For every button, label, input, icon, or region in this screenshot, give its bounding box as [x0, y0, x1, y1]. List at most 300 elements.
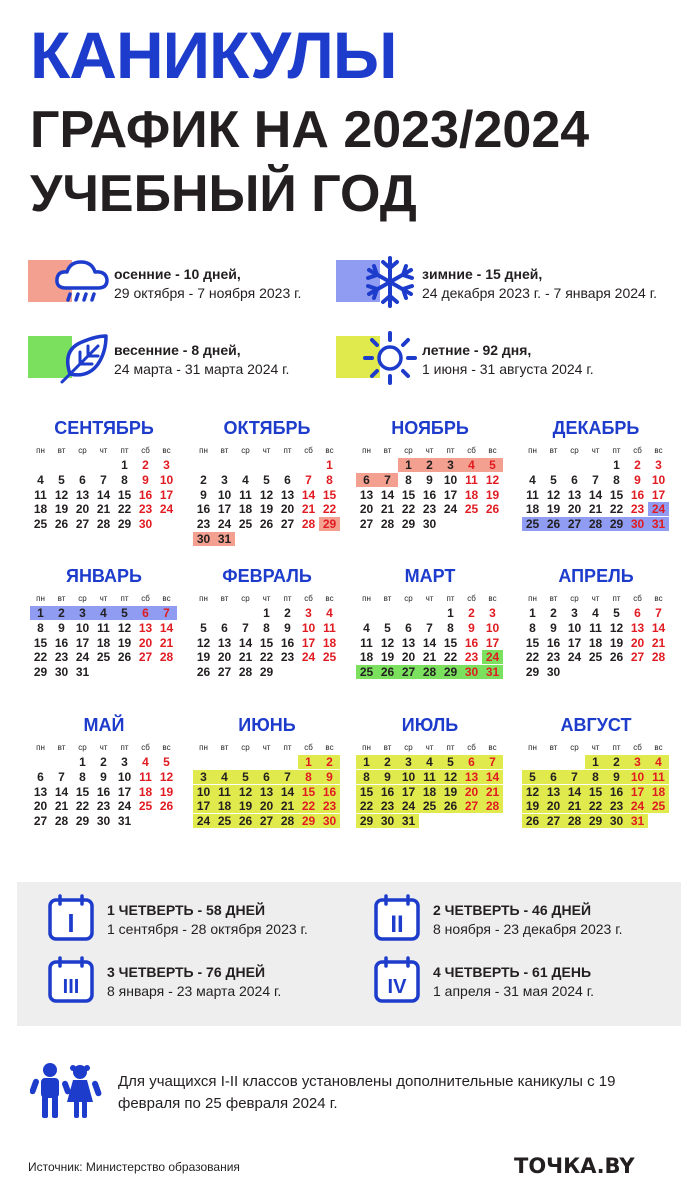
calendar-day: 14: [380, 487, 395, 502]
weekday-label: вс: [325, 446, 334, 455]
calendar-day: 17: [159, 487, 174, 502]
calendar-quarter-4-icon: [373, 956, 421, 1004]
calendar-day: 1: [121, 458, 128, 472]
calendar-day: 21: [380, 502, 395, 517]
legend-spring: [28, 334, 328, 384]
calendar-day: 14: [422, 635, 437, 650]
calendar-day: 22: [443, 650, 458, 665]
calendar-day: 21: [567, 799, 582, 814]
calendar-day: 18: [359, 650, 374, 665]
calendar-day: 25: [525, 517, 540, 532]
calendar-day: 2: [468, 606, 475, 620]
calendar-day: 17: [401, 784, 416, 799]
weekday-label: чт: [425, 594, 434, 603]
calendar-day: 12: [546, 487, 561, 502]
calendar-day: 16: [546, 635, 561, 650]
weekday-label: вс: [654, 743, 663, 752]
calendar-day: 18: [651, 784, 666, 799]
month-2: [193, 418, 341, 548]
calendar-day: 31: [630, 814, 645, 829]
weekday-label: пт: [283, 743, 292, 752]
month-name: АПРЕЛЬ: [558, 566, 634, 586]
weekday-label: вс: [488, 594, 497, 603]
calendar-day: 2: [142, 458, 149, 472]
calendar-day: 27: [259, 814, 274, 829]
calendar-day: 19: [159, 784, 174, 799]
calendar-day: 28: [96, 517, 111, 532]
weekday-label: пт: [120, 743, 129, 752]
calendar-day: 1: [363, 755, 370, 769]
calendar-day: 20: [33, 799, 48, 814]
calendar-day: 25: [96, 650, 111, 665]
weekday-label: сб: [633, 743, 642, 752]
weekday-label: ср: [570, 743, 579, 752]
calendar-day: 11: [239, 487, 252, 502]
weekday-label: чт: [99, 743, 108, 752]
calendar-day: 25: [238, 517, 253, 532]
calendar-day: 9: [634, 472, 641, 487]
calendar-day: 16: [464, 635, 479, 650]
calendar-day: 1: [326, 458, 333, 472]
calendar-day: 24: [567, 650, 582, 665]
calendar-day: 1: [592, 755, 599, 769]
calendar-day: 22: [609, 502, 624, 517]
calendar-day: 31: [485, 665, 500, 680]
weekday-label: ср: [404, 446, 413, 455]
calendar-day: 7: [163, 606, 170, 620]
calendar-day: 8: [326, 472, 333, 487]
calendar-day: 22: [401, 502, 416, 517]
month-name: ИЮНЬ: [238, 715, 296, 735]
calendar-day: 27: [75, 517, 90, 532]
calendar-day: 30: [422, 517, 437, 532]
calendar-day: 15: [301, 784, 316, 799]
calendar-day: 1: [79, 755, 86, 769]
legend-summer-dates: 1 июня - 31 августа 2024 г.: [422, 361, 594, 377]
calendar-day: 24: [217, 517, 232, 532]
weekday-label: ср: [241, 743, 250, 752]
weekday-label: пн: [362, 446, 371, 455]
weekday-label: пт: [612, 743, 621, 752]
calendar-day: 21: [422, 650, 437, 665]
calendar-day: 20: [259, 799, 274, 814]
weekday-label: вт: [57, 743, 66, 752]
calendar-day: 27: [33, 814, 48, 829]
calendar-day: 11: [423, 769, 436, 784]
calendar-day: 18: [33, 502, 48, 517]
calendar-day: 16: [609, 784, 624, 799]
calendar-day: 30: [54, 665, 69, 680]
calendar-day: 23: [464, 650, 479, 665]
weekday-label: пт: [120, 446, 129, 455]
calendar-day: 14: [301, 487, 316, 502]
calendar-day: 6: [363, 472, 370, 487]
weekday-label: пт: [120, 594, 129, 603]
calendar-day: 6: [284, 472, 291, 487]
weekday-label: ср: [404, 594, 413, 603]
calendar-day: 28: [422, 665, 437, 680]
calendar-day: 15: [322, 487, 337, 502]
calendar-day: 16: [322, 784, 337, 799]
calendar-day: 11: [97, 620, 110, 635]
calendar-day: 26: [159, 799, 174, 814]
calendar-day: 16: [138, 487, 153, 502]
calendar-day: 16: [280, 635, 295, 650]
calendar-quarter-3-icon: [47, 956, 95, 1004]
calendar-day: 10: [217, 487, 232, 502]
calendar-day: 15: [33, 635, 48, 650]
calendar-day: 4: [37, 472, 44, 487]
calendar-day: 21: [485, 784, 500, 799]
calendar-day: 13: [464, 769, 479, 784]
calendar-quarter-1-icon: [47, 894, 95, 942]
calendar-day: 30: [546, 665, 561, 680]
calendar-day: 19: [380, 650, 395, 665]
calendar-day: 28: [54, 814, 69, 829]
calendar-day: 17: [485, 635, 500, 650]
weekday-label: пн: [528, 594, 537, 603]
calendar-day: 11: [589, 620, 602, 635]
calendar-day: 17: [217, 502, 232, 517]
legend-autumn-name: осенние - 10 дней,: [114, 266, 241, 282]
calendar-day: 12: [238, 784, 253, 799]
month-1: [30, 418, 178, 548]
calendar-day: 22: [588, 799, 603, 814]
calendar-day: 23: [96, 799, 111, 814]
month-11: [356, 715, 504, 845]
legend-autumn-dates: 29 октября - 7 ноября 2023 г.: [114, 285, 302, 301]
calendar-day: 5: [384, 620, 391, 635]
calendar-day: 13: [546, 784, 561, 799]
calendar-day: 3: [655, 458, 662, 472]
calendar-day: 27: [630, 650, 645, 665]
calendar-day: 12: [380, 635, 395, 650]
calendar-day: 26: [443, 799, 458, 814]
weekday-label: пт: [446, 594, 455, 603]
calendar-day: 19: [117, 635, 132, 650]
calendar-day: 29: [259, 665, 274, 680]
calendar-day: 15: [75, 784, 90, 799]
calendar-day: 27: [546, 814, 561, 829]
weekday-label: чт: [591, 594, 600, 603]
quarter-1-dates: 1 сентября - 28 октября 2023 г.: [107, 921, 308, 937]
calendar-day: 28: [301, 517, 316, 532]
calendar-day: 26: [196, 665, 211, 680]
weekday-label: вс: [162, 594, 171, 603]
calendar-day: 9: [468, 620, 475, 635]
calendar-day: 27: [280, 517, 295, 532]
legend-winter-name: зимние - 15 дней,: [422, 266, 543, 282]
calendar-day: 20: [464, 784, 479, 799]
calendar-day: 28: [159, 650, 174, 665]
weekday-label: пн: [362, 594, 371, 603]
calendar-day: 20: [138, 635, 153, 650]
weekday-label: вт: [549, 594, 558, 603]
calendar-day: 9: [284, 620, 291, 635]
calendar-day: 23: [322, 799, 337, 814]
calendar-day: 1: [447, 606, 454, 620]
calendar-day: 8: [363, 769, 370, 784]
weekday-label: ср: [404, 743, 413, 752]
calendar-day: 4: [242, 472, 249, 487]
calendar-day: 5: [200, 620, 207, 635]
children-icon: [30, 1062, 102, 1120]
quarters-panel: [17, 882, 681, 1026]
calendar-day: 29: [33, 665, 48, 680]
calendar-day: 5: [121, 606, 128, 620]
calendar-day: 29: [301, 814, 316, 829]
month-name: ОКТЯБРЬ: [223, 418, 311, 438]
calendar-day: 17: [117, 784, 132, 799]
calendar-day: 5: [263, 472, 270, 487]
calendar-day: 28: [588, 517, 603, 532]
weekday-label: пт: [283, 594, 292, 603]
calendar-day: 15: [609, 487, 624, 502]
month-9: [30, 715, 178, 845]
quarter-2-dates: 8 ноября - 23 декабря 2023 г.: [433, 921, 623, 937]
calendar-day: 17: [301, 635, 316, 650]
calendar-day: 26: [546, 517, 561, 532]
calendar-day: 3: [221, 472, 228, 487]
month-3: [356, 418, 504, 548]
weekday-label: пн: [528, 743, 537, 752]
month-6: [193, 566, 341, 696]
quarter-2-numeral: II: [390, 911, 404, 938]
calendar-day: 30: [609, 814, 624, 829]
calendar-day: 17: [567, 635, 582, 650]
calendar-day: 3: [571, 606, 578, 620]
weekday-label: вт: [383, 594, 392, 603]
weekday-label: пн: [528, 446, 537, 455]
calendar-day: 24: [630, 799, 645, 814]
weekday-label: чт: [591, 743, 600, 752]
calendar-day: 8: [37, 620, 44, 635]
calendar-day: 22: [359, 799, 374, 814]
calendar-day: 8: [592, 769, 599, 784]
weekday-label: сб: [304, 446, 313, 455]
month-5: [30, 566, 178, 696]
calendar-day: 12: [259, 487, 274, 502]
calendar-day: 21: [54, 799, 69, 814]
quarter-4-title: 4 ЧЕТВЕРТЬ - 61 ДЕНЬ: [433, 964, 592, 980]
calendar-day: 27: [138, 650, 153, 665]
calendar-day: 22: [301, 799, 316, 814]
calendar-day: 17: [196, 799, 211, 814]
calendar-day: 9: [200, 487, 207, 502]
leaf-icon: [52, 330, 112, 386]
calendar-day: 24: [196, 814, 211, 829]
calendar-day: 1: [613, 458, 620, 472]
calendar-day: 13: [630, 620, 645, 635]
legend-winter-dates: 24 декабря 2023 г. - 7 января 2024 г.: [422, 285, 657, 301]
calendar-day: 22: [525, 650, 540, 665]
calendar-day: 7: [592, 472, 599, 487]
calendar-day: 23: [54, 650, 69, 665]
calendar-day: 14: [485, 769, 500, 784]
calendar-day: 9: [550, 620, 557, 635]
calendar-day: 7: [242, 620, 249, 635]
calendar-day: 20: [401, 650, 416, 665]
calendar-day: 10: [159, 472, 174, 487]
calendar-day: 20: [280, 502, 295, 517]
calendar-day: 22: [75, 799, 90, 814]
weekday-label: сб: [141, 594, 150, 603]
weekday-label: вт: [57, 594, 66, 603]
calendar-day: 2: [326, 755, 333, 769]
calendar-day: 22: [322, 502, 337, 517]
weekday-label: вс: [654, 446, 663, 455]
weekday-label: сб: [467, 743, 476, 752]
month-name: ЯНВАРЬ: [66, 566, 142, 586]
weekday-label: вс: [488, 743, 497, 752]
calendar-day: 23: [196, 517, 211, 532]
quarter-3-dates: 8 января - 23 марта 2024 г.: [107, 983, 282, 999]
month-8: [522, 566, 670, 696]
calendar-day: 29: [525, 665, 540, 680]
weekday-label: вс: [488, 446, 497, 455]
weekday-label: сб: [467, 446, 476, 455]
calendar-day: 18: [96, 635, 111, 650]
page-title-line-1: КАНИКУЛЫ: [30, 18, 397, 92]
calendar-day: 8: [263, 620, 270, 635]
quarter-4-dates: 1 апреля - 31 мая 2024 г.: [433, 983, 595, 999]
calendar-day: 25: [322, 650, 337, 665]
calendar-day: 17: [651, 487, 666, 502]
calendar-day: 1: [263, 606, 270, 620]
month-name: ДЕКАБРЬ: [552, 418, 640, 438]
weekday-label: ср: [78, 743, 87, 752]
legend-summer: [336, 334, 686, 384]
calendar-day: 2: [284, 606, 291, 620]
calendar-day: 12: [54, 487, 69, 502]
calendar-day: 1: [305, 755, 312, 769]
weekday-label: чт: [262, 446, 271, 455]
calendar-day: 8: [305, 769, 312, 784]
weekday-label: ср: [241, 594, 250, 603]
calendar-day: 31: [217, 532, 232, 546]
weekday-label: вт: [549, 743, 558, 752]
calendar-day: 21: [651, 635, 666, 650]
weekday-label: сб: [141, 446, 150, 455]
calendar-day: 23: [609, 799, 624, 814]
calendar-day: 4: [655, 755, 662, 769]
weekday-label: чт: [262, 594, 271, 603]
calendar-day: 8: [529, 620, 536, 635]
weekday-label: пт: [446, 446, 455, 455]
weekday-label: сб: [141, 743, 150, 752]
calendar-day: 13: [33, 784, 48, 799]
calendar-day: 4: [468, 458, 475, 472]
calendar-day: 29: [609, 517, 624, 532]
weekday-label: чт: [591, 446, 600, 455]
calendar-day: 7: [58, 769, 65, 784]
calendar-day: 24: [485, 650, 500, 665]
calendar-day: 14: [651, 620, 666, 635]
calendar-day: 24: [443, 502, 458, 517]
calendar-day: 17: [75, 635, 90, 650]
calendar-day: 31: [401, 814, 416, 829]
quarter-1-title: 1 ЧЕТВЕРТЬ - 58 ДНЕЙ: [107, 902, 266, 918]
calendar-day: 21: [96, 502, 111, 517]
month-name: МАРТ: [404, 566, 456, 586]
weekday-label: сб: [304, 743, 313, 752]
legend-summer-name: летние - 92 дня,: [422, 342, 532, 358]
calendar-day: 14: [54, 784, 69, 799]
quarter-4-numeral: IV: [387, 976, 407, 998]
month-name: АВГУСТ: [560, 715, 632, 735]
calendar-day: 13: [138, 620, 153, 635]
calendar-day: 28: [280, 814, 295, 829]
calendar-day: 5: [529, 769, 536, 784]
calendar-day: 19: [238, 799, 253, 814]
calendar-day: 12: [117, 620, 132, 635]
weekday-label: вс: [654, 594, 663, 603]
weekday-label: пн: [199, 743, 208, 752]
calendar-day: 5: [447, 755, 454, 769]
weekday-label: чт: [425, 446, 434, 455]
quarter-2-title: 2 ЧЕТВЕРТЬ - 46 ДНЕЙ: [433, 902, 592, 918]
calendar-day: 11: [526, 487, 539, 502]
calendar-day: 15: [401, 487, 416, 502]
weekday-label: ср: [241, 446, 250, 455]
calendar-day: 20: [217, 650, 232, 665]
calendar-day: 15: [525, 635, 540, 650]
rain-cloud-icon: [52, 254, 112, 310]
quarter-3-title: 3 ЧЕТВЕРТЬ - 76 ДНЕЙ: [107, 964, 266, 980]
calendar-day: 4: [426, 755, 433, 769]
calendar-day: 2: [200, 472, 207, 487]
calendar-day: 6: [79, 472, 86, 487]
weekday-label: вс: [325, 594, 334, 603]
calendar-day: 10: [117, 769, 132, 784]
month-7: [356, 566, 504, 696]
calendar-day: 27: [359, 517, 374, 532]
calendar-day: 19: [443, 784, 458, 799]
calendar-day: 13: [75, 487, 90, 502]
calendar-day: 15: [359, 784, 374, 799]
calendar-day: 2: [550, 606, 557, 620]
calendar-day: 9: [100, 769, 107, 784]
calendar-day: 6: [263, 769, 270, 784]
calendar-day: 7: [305, 472, 312, 487]
calendar-day: 28: [651, 650, 666, 665]
calendar-day: 7: [384, 472, 391, 487]
calendar-day: 18: [464, 487, 479, 502]
calendar-day: 19: [485, 487, 500, 502]
weekday-label: вс: [325, 743, 334, 752]
calendar-day: 18: [525, 502, 540, 517]
calendar-day: 21: [159, 635, 174, 650]
calendar-day: 24: [301, 650, 316, 665]
calendar-day: 9: [613, 769, 620, 784]
calendar-day: 1: [37, 606, 44, 620]
calendar-day: 9: [384, 769, 391, 784]
calendar-day: 16: [54, 635, 69, 650]
calendar-day: 15: [443, 635, 458, 650]
weekday-label: ср: [78, 446, 87, 455]
calendar-day: 20: [567, 502, 582, 517]
calendar-day: 27: [464, 799, 479, 814]
calendar-day: 7: [284, 769, 291, 784]
weekday-label: вт: [57, 446, 66, 455]
calendar-day: 18: [588, 635, 603, 650]
calendar-day: 23: [630, 502, 645, 517]
calendar-day: 17: [443, 487, 458, 502]
calendar-day: 12: [485, 472, 500, 487]
calendar-day: 14: [588, 487, 603, 502]
calendar-day: 12: [159, 769, 174, 784]
month-12: [522, 715, 670, 845]
